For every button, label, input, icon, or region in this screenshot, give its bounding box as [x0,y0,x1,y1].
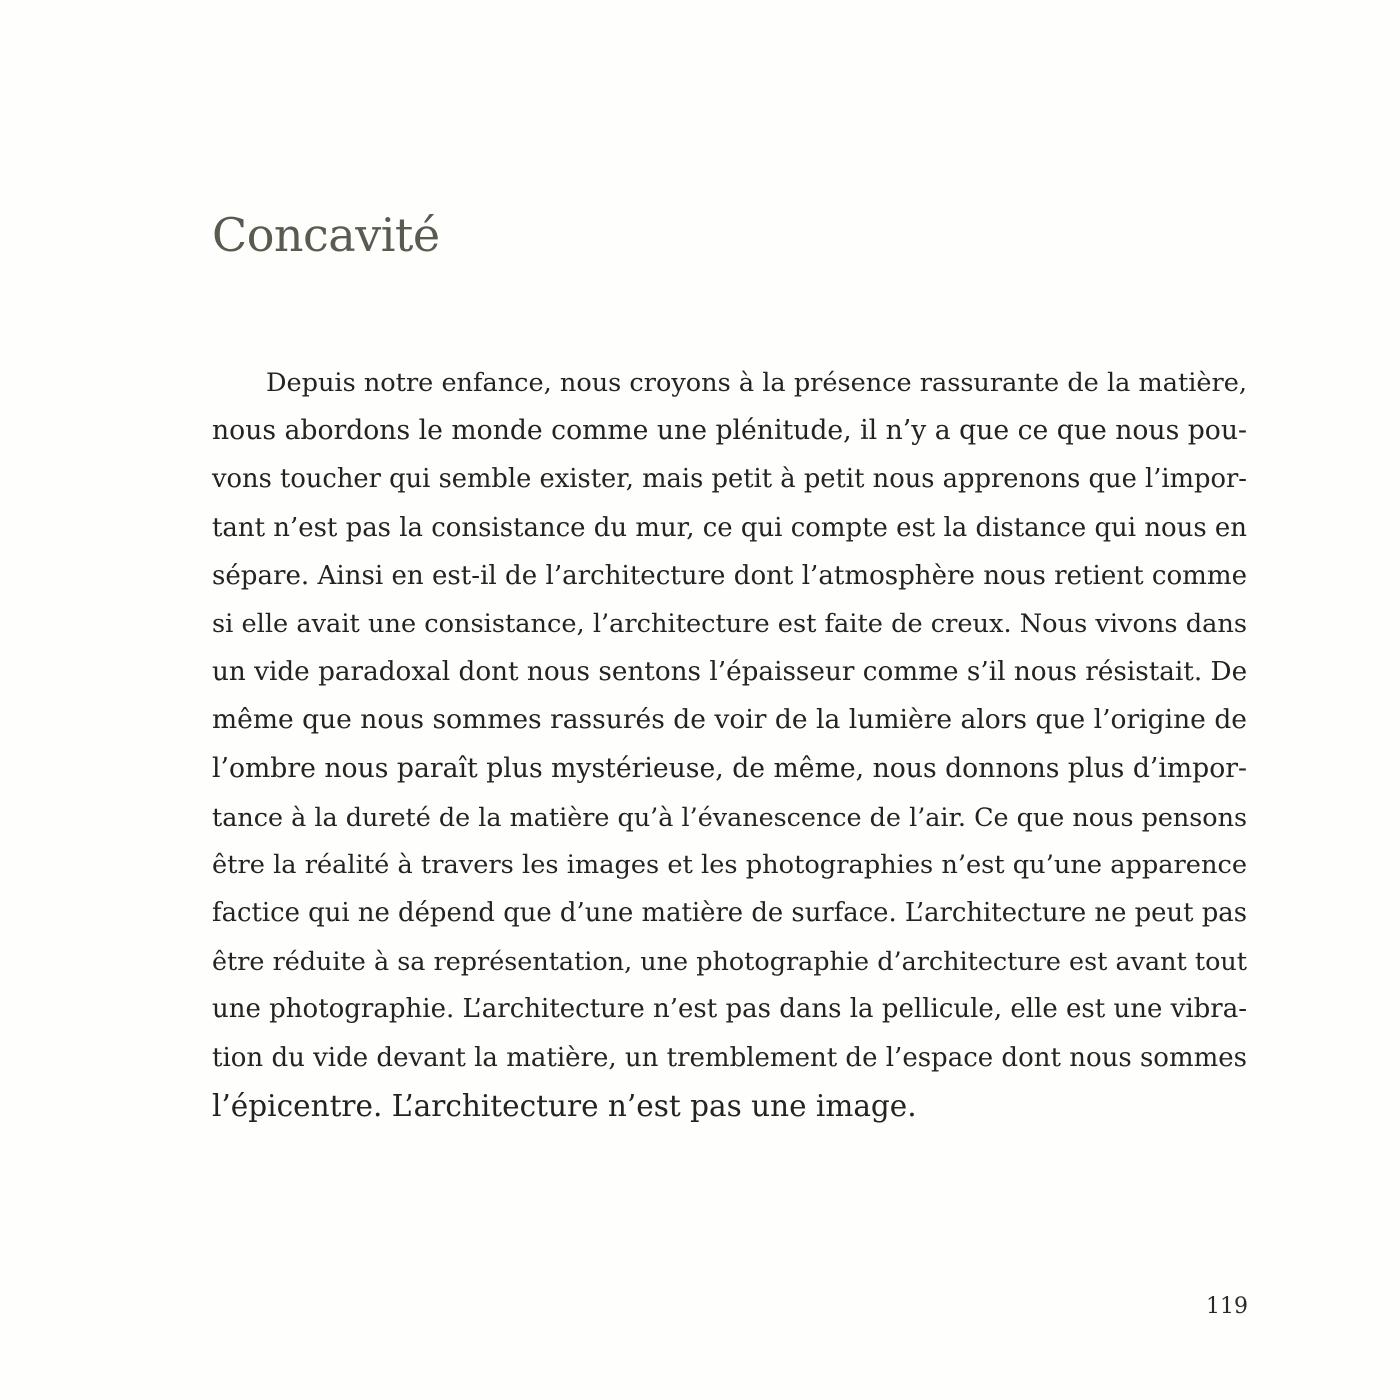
chapter-title: Concavité [212,208,440,262]
paragraph-line: tant n’est pas la consistance du mur, ce qui compte est la distance qui nous en [212,512,1247,543]
paragraph-line: nous abordons le monde comme une plénitude, il n’y a que ce que nous pou- [212,415,1247,447]
paragraph-line: sépare. Ainsi en est-il de l’architecture dont l’atmosphère nous retient comme [212,560,1247,591]
paragraph-line: un vide paradoxal dont nous sentons l’épaisseur comme s’il nous résistait. De [212,657,1248,688]
page-number: 119 [1206,1294,1248,1319]
paragraph-line: une photographie. L’architecture n’est pas dans la pellicule, elle est une vibra- [212,994,1247,1025]
paragraph-line: tance à la dureté de la matière qu’à l’évanescence de l’air. Ce que nous pensons [212,801,1247,832]
paragraph-line: si elle avait une consistance, l’architecture est faite de creux. Nous vivons dans [212,608,1247,639]
paragraph-line: vons toucher qui semble exister, mais petit à petit nous apprenons que l’impor- [212,464,1247,495]
paragraph-line: l’épicentre. L’architecture n’est pas une image. [212,1088,917,1123]
body-paragraph [212,359,1247,1130]
paragraph-line: factice qui ne dépend que d’une matière de surface. L’architecture ne peut pas [212,898,1247,929]
paragraph-line: Depuis notre enfance, nous croyons à la présence rassurante de la matière, [266,368,1247,398]
paragraph-line: être réduite à sa représentation, une photographie d’architecture est avant tout [212,946,1247,977]
paragraph-line: même que nous sommes rassurés de voir de la lumière alors que l’origine de [212,704,1247,736]
paragraph-line: être la réalité à travers les images et les photographies n’est qu’une apparence [212,849,1247,880]
paragraph-line: l’ombre nous paraît plus mystérieuse, de même, nous donnons plus d’impor- [212,752,1247,784]
paragraph-line: tion du vide devant la matière, un tremblement de l’espace dont nous sommes [212,1042,1247,1073]
